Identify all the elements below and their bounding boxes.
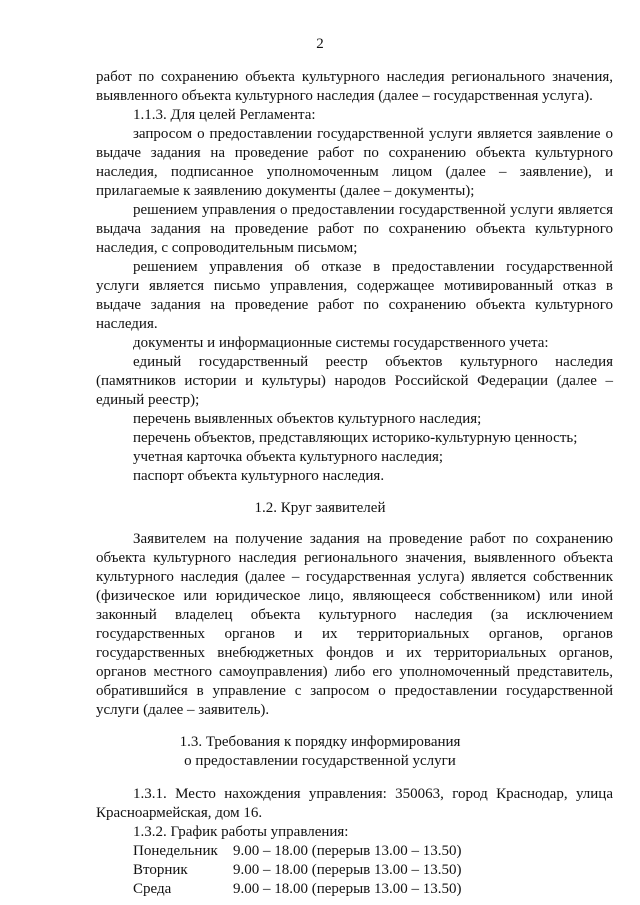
text-line: услуги (далее – заявитель). xyxy=(96,702,270,718)
text-line: услуги является письмо управления, содержащее мотивированный отказ в xyxy=(96,278,613,294)
text-line: паспорт объекта культурного наследия. xyxy=(133,468,385,484)
text-line: наследия. xyxy=(96,316,158,332)
schedule-hours: 9.00 – 18.00 (перерыв 13.00 – 13.50) xyxy=(233,843,462,859)
text-line: 1.3.2. График работы управления: xyxy=(133,824,349,840)
schedule-hours: 9.00 – 18.00 (перерыв 13.00 – 13.50) xyxy=(233,862,462,878)
text-line: наследия, подписанное уполномоченным лицом (далее – заявление), и xyxy=(96,164,613,180)
schedule-day: Вторник xyxy=(133,862,188,878)
text-line: наследия, с сопроводительным письмом; xyxy=(96,240,358,256)
text-line: выявленного объекта культурного наследия (далее – государственная услуга). xyxy=(96,88,593,104)
text-line: обратившийся в управление с запросом о предоставлении государственной xyxy=(96,683,613,699)
text-line: прилагаемые к заявлению документы (далее – документы); xyxy=(96,183,475,199)
text-line: Красноармейская, дом 16. xyxy=(96,805,263,821)
text-line: культурного наследия (далее – государственная услуга) является собственник xyxy=(96,569,613,585)
text-line: объекта культурного наследия регионального значения, выявленного объекта xyxy=(96,550,613,566)
text-line: единый реестр); xyxy=(96,392,200,408)
text-line: органов местного самоуправления) либо его уполномоченный представитель, xyxy=(96,664,613,680)
section-heading: о предоставлении государственной услуги xyxy=(184,753,456,769)
text-line: перечень объектов, представляющих историко-культурную ценность; xyxy=(133,430,578,446)
text-line: выдача задания на проведение работ по сохранению объекта культурного xyxy=(96,221,613,237)
text-line: 1.3.1. Место нахождения управления: 350063, город Краснодар, улица xyxy=(133,786,613,802)
text-line: работ по сохранению объекта культурного наследия регионального значения, xyxy=(96,69,613,85)
text-line: учетная карточка объекта культурного наследия; xyxy=(133,449,444,465)
text-line: решением управления об отказе в предоставлении государственной xyxy=(133,259,613,275)
text-line: документы и информационные системы государственного учета: xyxy=(133,335,549,351)
text-line: (памятников истории и культуры) народов Российской Федерации (далее – xyxy=(96,373,613,389)
text-line: 1.1.3. Для целей Регламента: xyxy=(133,107,316,123)
text-line: государственных органов и их территориальных органов, органов xyxy=(96,626,613,642)
page-number: 2 xyxy=(316,36,324,52)
text-line: Заявителем на получение задания на проведение работ по сохранению xyxy=(133,531,613,547)
text-line: единый государственный реестр объектов культурного наследия xyxy=(133,354,613,370)
section-heading: 1.3. Требования к порядку информирования xyxy=(179,734,461,750)
text-line: законный владелец объекта культурного наследия (за исключением xyxy=(96,607,613,623)
section-heading: 1.2. Круг заявителей xyxy=(254,500,386,516)
text-line: государственных внебюджетных фондов и их территориальных органов, xyxy=(96,645,613,661)
text-line: выдаче задания на проведение работ по сохранению объекта культурного xyxy=(96,145,613,161)
schedule-day: Понедельник xyxy=(133,843,218,859)
text-line: перечень выявленных объектов культурного наследия; xyxy=(133,411,482,427)
text-line: решением управления о предоставлении государственной услуги является xyxy=(133,202,613,218)
text-line: выдаче задания на проведение работ по сохранению объекта культурного xyxy=(96,297,613,313)
schedule-hours: 9.00 – 18.00 (перерыв 13.00 – 13.50) xyxy=(233,881,462,897)
text-line: запросом о предоставлении государственной услуги является заявление о xyxy=(133,126,613,142)
text-line: (физическое или юридическое лицо, являющееся собственником) или иной xyxy=(96,588,613,604)
schedule-day: Среда xyxy=(133,881,172,897)
